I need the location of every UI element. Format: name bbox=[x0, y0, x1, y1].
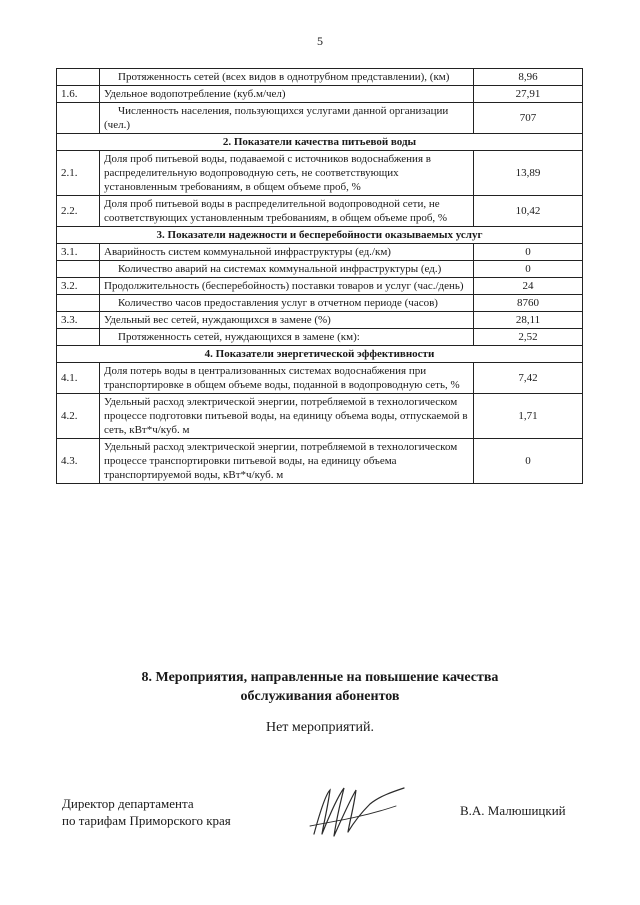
signer-name: В.А. Малюшицкий bbox=[460, 803, 566, 818]
row-value: 24 bbox=[474, 278, 583, 295]
row-value: 8760 bbox=[474, 295, 583, 312]
section-title: 3. Показатели надежности и бесперебойности оказываемых услуг bbox=[57, 227, 583, 244]
table-row bbox=[57, 439, 583, 484]
table-section-header bbox=[57, 134, 583, 151]
handwritten-signature bbox=[300, 782, 410, 842]
table-row bbox=[57, 363, 583, 394]
row-number bbox=[57, 261, 100, 278]
row-number: 4.3. bbox=[57, 439, 100, 484]
row-description: Доля проб питьевой воды в распределительной водопроводной сети, не соответствующих установленным требованиям, в общем объеме проб, % bbox=[100, 196, 474, 227]
section-8-heading-line2: обслуживания абонентов bbox=[240, 689, 400, 704]
row-number: 3.1. bbox=[57, 244, 100, 261]
row-value: 28,11 bbox=[474, 312, 583, 329]
row-description: Удельный расход электрической энергии, потребляемой в технологическом процессе транспортировки питьевой воды, на единицу объема транспортируемой воды, кВт*ч/куб. м bbox=[100, 439, 474, 484]
table-section-header bbox=[57, 227, 583, 244]
row-value: 8,96 bbox=[474, 69, 583, 86]
row-description: Доля потерь воды в централизованных системах водоснабжения при транспортировке в общем объеме воды, поданной в водопроводную сеть, % bbox=[100, 363, 474, 394]
table-row bbox=[57, 394, 583, 439]
indicators-table-body bbox=[57, 69, 583, 484]
table-row bbox=[57, 151, 583, 196]
table-row bbox=[57, 69, 583, 86]
row-number: 1.6. bbox=[57, 86, 100, 103]
row-description: Протяженность сетей (всех видов в однотрубном представлении), (км) bbox=[100, 69, 474, 86]
table-row bbox=[57, 196, 583, 227]
row-value: 0 bbox=[474, 244, 583, 261]
row-description: Количество часов предоставления услуг в отчетном периоде (часов) bbox=[100, 295, 474, 312]
table-row bbox=[57, 103, 583, 134]
indicators-table bbox=[56, 68, 583, 484]
table-row bbox=[57, 278, 583, 295]
page-number: 5 bbox=[317, 34, 323, 48]
director-title bbox=[62, 795, 231, 829]
row-number: 2.1. bbox=[57, 151, 100, 196]
row-description: Численность населения, пользующихся услугами данной организации (чел.) bbox=[100, 103, 474, 134]
row-value: 13,89 bbox=[474, 151, 583, 196]
row-value: 707 bbox=[474, 103, 583, 134]
row-description: Продолжительность (бесперебойность) поставки товаров и услуг (час./день) bbox=[100, 278, 474, 295]
row-number: 4.2. bbox=[57, 394, 100, 439]
row-number: 3.2. bbox=[57, 278, 100, 295]
row-value: 2,52 bbox=[474, 329, 583, 346]
row-number bbox=[57, 295, 100, 312]
row-description: Протяженность сетей, нуждающихся в замене (км): bbox=[100, 329, 474, 346]
table-row bbox=[57, 261, 583, 278]
row-value: 0 bbox=[474, 439, 583, 484]
row-number: 2.2. bbox=[57, 196, 100, 227]
table-row bbox=[57, 244, 583, 261]
table-row bbox=[57, 86, 583, 103]
director-title-line1: Директор департамента bbox=[62, 796, 194, 811]
row-value: 0 bbox=[474, 261, 583, 278]
row-number bbox=[57, 69, 100, 86]
row-value: 10,42 bbox=[474, 196, 583, 227]
row-number: 4.1. bbox=[57, 363, 100, 394]
row-description: Удельный расход электрической энергии, потребляемой в технологическом процессе подготовки питьевой воды, на единицу объема воды, отпускаемой в сеть, кВт*ч/куб. м bbox=[100, 394, 474, 439]
section-title: 4. Показатели энергетической эффективности bbox=[57, 346, 583, 363]
section-8-body: Нет мероприятий. bbox=[265, 720, 375, 735]
row-description: Количество аварий на системах коммунальной инфраструктуры (ед.) bbox=[100, 261, 474, 278]
row-value: 7,42 bbox=[474, 363, 583, 394]
row-number: 3.3. bbox=[57, 312, 100, 329]
table-row bbox=[57, 329, 583, 346]
section-title: 2. Показатели качества питьевой воды bbox=[57, 134, 583, 151]
row-number bbox=[57, 329, 100, 346]
row-description: Аварийность систем коммунальной инфраструктуры (ед./км) bbox=[100, 244, 474, 261]
table-section-header bbox=[57, 346, 583, 363]
section-8-heading bbox=[0, 668, 640, 706]
table-row bbox=[57, 295, 583, 312]
section-8-heading-line1: 8. Мероприятия, направленные на повышение качества bbox=[141, 670, 499, 685]
row-value: 1,71 bbox=[474, 394, 583, 439]
row-description: Доля проб питьевой воды, подаваемой с источников водоснабжения в распределительную водопроводную сеть, не соответствующих установленным требованиям, в общем объеме проб, % bbox=[100, 151, 474, 196]
row-value: 27,91 bbox=[474, 86, 583, 103]
director-title-line2: по тарифам Приморского края bbox=[62, 813, 231, 828]
table-row bbox=[57, 312, 583, 329]
row-number bbox=[57, 103, 100, 134]
row-description: Удельное водопотребление (куб.м/чел) bbox=[100, 86, 474, 103]
row-description: Удельный вес сетей, нуждающихся в замене (%) bbox=[100, 312, 474, 329]
